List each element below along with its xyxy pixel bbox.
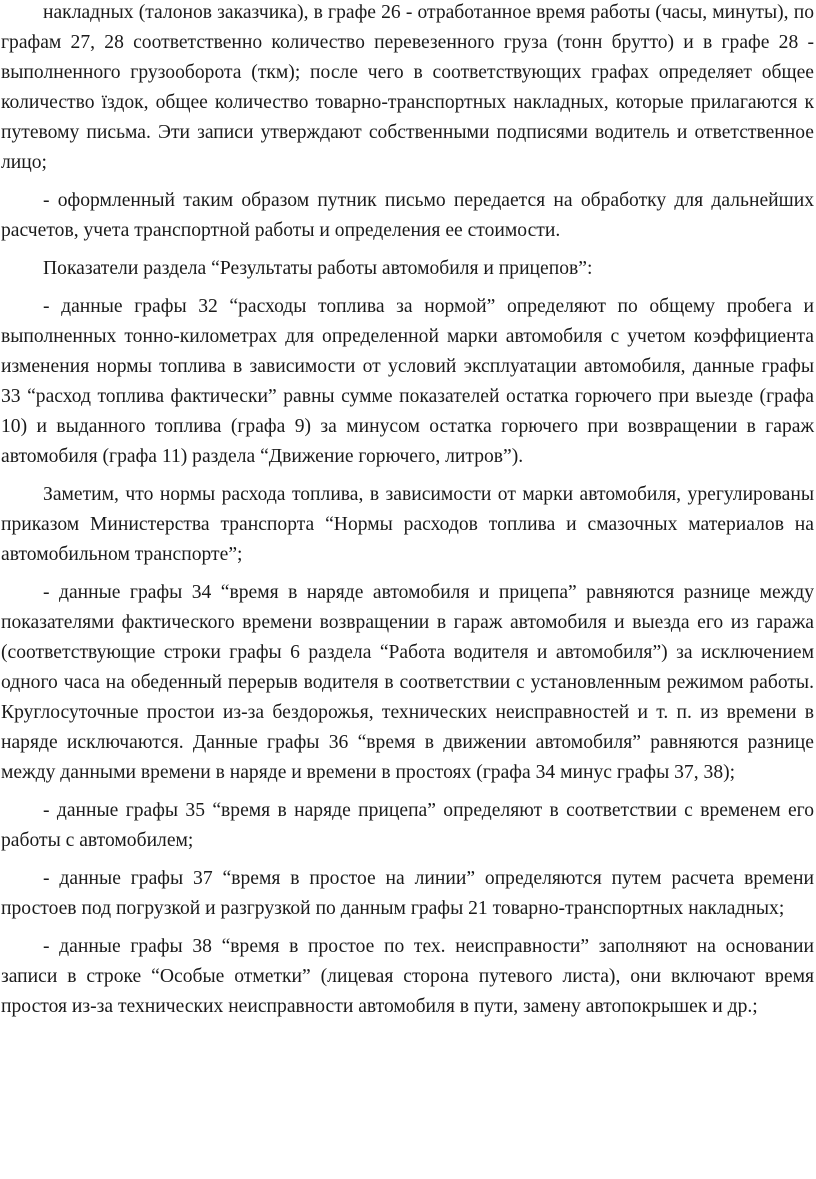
paragraph-graph-34-36: - данные графы 34 “время в наряде автомобиля и прицепа” равняются разнице между показателями фактического времени возвращении в гараж автомобиля и выезда его из гаража (соответствующие строки графы 6 раздела “Работа водителя и автомобиля”) за исключением одного часа на обеденный перерыв водителя в соответствии с установленным режимом работы. Круглосуточные простои из-за бездорожья, технических неисправностей и т. п. из времени в наряде исключаются. Данные графы 36 “время в движении автомобиля” равняются разнице между данными времени в наряде и времени в простоях (графа 34 минус графы 37, 38);: [1, 582, 814, 783]
paragraph-graph-35: - данные графы 35 “время в наряде прицепа” определяют в соответствии с временем его работы с автомобилем;: [1, 800, 814, 851]
paragraph-fuel-norms: Заметим, что нормы расхода топлива, в зависимости от марки автомобиля, урегулированы приказом Министерства транспорта “Нормы расходов топлива и смазочных материалов на автомобильном транспорте”;: [1, 484, 814, 565]
paragraph-graph-38: - данные графы 38 “время в простое по тех. неисправности” заполняют на основании записи в строке “Особые отметки” (лицевая сторона путевого листа), они включают время простоя из-за технических неисправности автомобиля в пути, замену автопокрышек и др.;: [1, 936, 814, 1017]
paragraph-graph-32-33: - данные графы 32 “расходы топлива за нормой” определяют по общему пробега и выполненных тонно-километрах для определенной марки автомобиля с учетом коэффициента изменения нормы топлива в зависимости от условий эксплуатации автомобиля, данные графы 33 “расход топлива фактически” равны сумме показателей остатка горючего при выезде (графа 10) и выданного топлива (графа 9) за минусом остатка горючего при возвращении в гараж автомобиля (графа 11) раздела “Движение горючего, литров”).: [1, 296, 814, 467]
paragraph-graph-37: - данные графы 37 “время в простое на линии” определяются путем расчета времени простоев под погрузкой и разгрузкой по данным графы 21 товарно-транспортных накладных;: [1, 868, 814, 919]
paragraph-results-section-heading: Показатели раздела “Результаты работы автомобиля и прицепов”:: [43, 258, 593, 279]
paragraph-continuation: накладных (талонов заказчика), в графе 26 - отработанное время работы (часы, минуты), по графам 27, 28 соответственно количество перевезенного груза (тонн брутто) и в графе 28 - выполненного грузооборота (ткм); после чего в соответствующих графах определяет общее количество їздок, общее количество товарно-транспортных накладных, которые прилагаются к путевому письма. Эти записи утверждают собственными подписями водитель и ответственное лицо;: [1, 2, 814, 173]
paragraph-putevoy-list-processing: - оформленный таким образом путник письмо передается на обработку для дальнейших расчетов, учета транспортной работы и определения ее стоимости.: [1, 190, 814, 241]
